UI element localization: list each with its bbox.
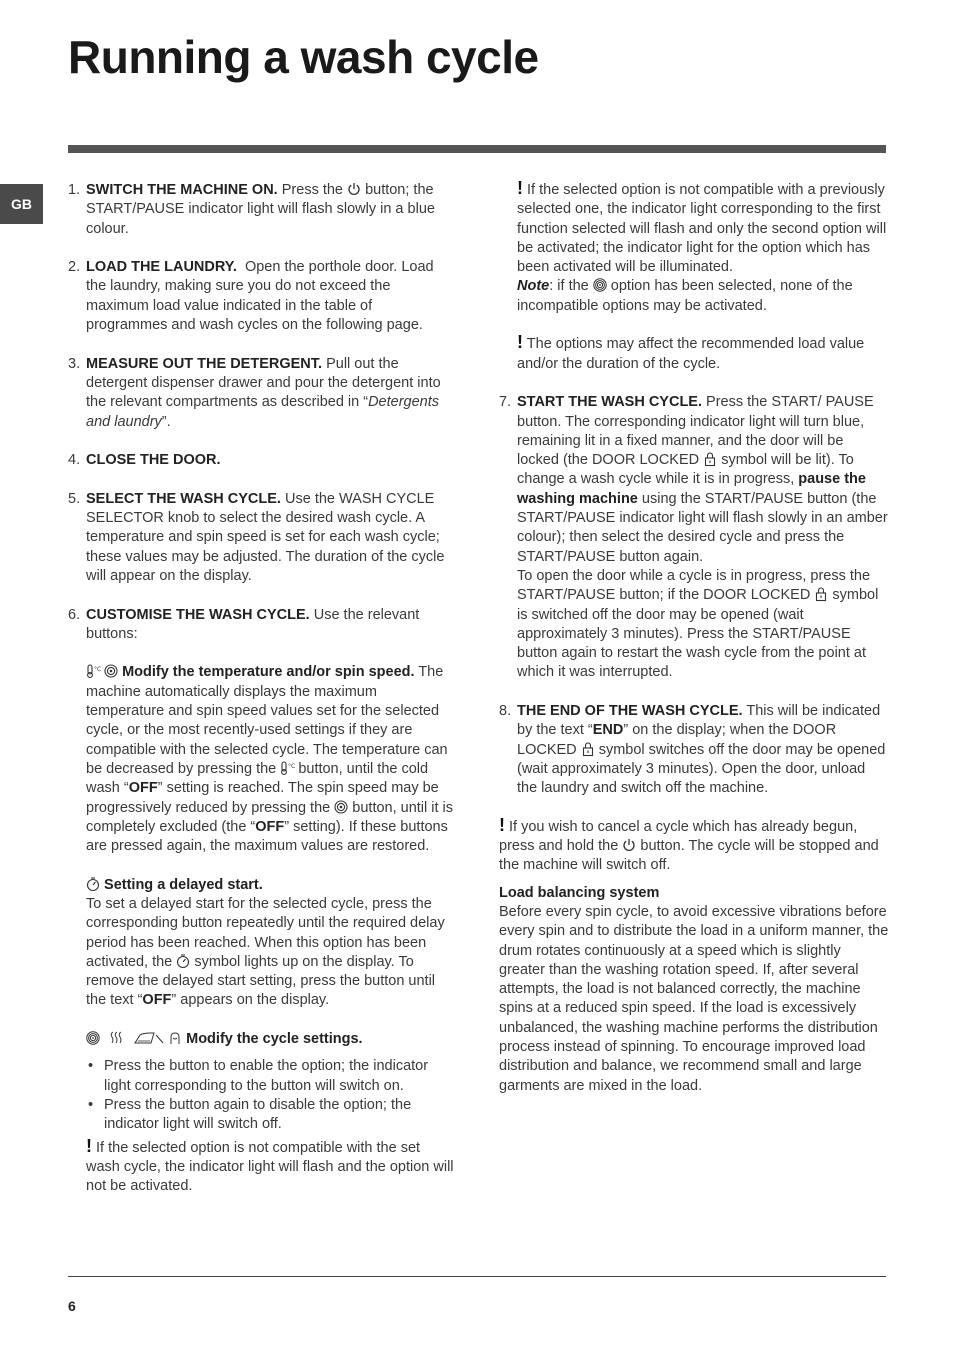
lock-icon [581, 742, 595, 756]
easy-iron-icon [168, 1031, 182, 1045]
compat-warning: ! If the selected option is not compatible with a previously selected one, the indicator light corresponding to the first function selected will flash and only the second option will be activated; the indicator light for the option which has been activated will be illuminated. [517, 178, 887, 276]
options-warning: ! The options may affect the recommended load value and/or the duration of the cycle. [517, 332, 865, 372]
cancel-warning: ! If you wish to cancel a cycle which has already begun, press and hold the button. The cycle will be stopped and the machine will switch off. [499, 814, 879, 874]
super-wash-icon [593, 278, 607, 292]
super-wash-icon [86, 1031, 106, 1045]
iron-icon [134, 1031, 164, 1045]
load-balancing-section: Load balancing system Before every spin cycle, to avoid excessive vibrations before every spin and to distribute the load in a uniform manner, the drum rotates continuously at a speed which is slightly greater than the washing rotation speed. If, after several attempts, the load is not balanced correctly, the machine spins at a reduced spin speed. If the load is excessively unbalanced, the washing machine performs the distribution process instead of spinning. To encourage improved load distribution and balance, we recommend small and large garments are mixed in the load. [499, 884, 889, 1094]
delayed-start-section: Setting a delayed start. To set a delayed start for the selected cycle, press the corresponding button repeatedly until the required delay period has been reached. When this option has been activated, the symbol lights up on the display. To remove the delayed start setting, press the button until the text “OFF” appears on the display. [86, 876, 445, 1009]
right-column [499, 178, 889, 1096]
step-3: 3. MEASURE OUT THE DETERGENT. Pull out the detergent dispenser drawer and pour the detergent into the relevant compartments as described in “Detergents and laundry”. [68, 355, 441, 430]
temperature-icon [280, 761, 294, 775]
spin-icon [334, 800, 348, 814]
step-7: 7. START THE WASH CYCLE. Press the START/ PAUSE button. The corresponding indicator light will turn blue, remaining lit in a fixed manner, and the door will be locked (the DOOR LOCKED symbol will be lit). To change a wash cycle while it is in progress, pause the washing machine using the START/PAUSE button (the START/PAUSE indicator light will flash slowly in an amber colour); then select the desired cycle and press the START/PAUSE button again. To open the door while a cycle is in progress, press the START/PAUSE button; if the DOOR LOCKED symbol is switched off the door may be opened (wait approximately 3 minutes). Press the START/PAUSE button again to restart the wash cycle from the point at which it was interrupted. [499, 394, 888, 681]
step-4: 4. CLOSE THE DOOR. [68, 452, 221, 469]
temperature-icon [86, 664, 100, 678]
svg-text:°C: °C [94, 666, 102, 674]
page-title: Running a wash cycle [68, 31, 539, 83]
step-8: 8. THE END OF THE WASH CYCLE. This will be indicated by the text “END” on the display; when the DOOR LOCKED symbol switches off the door may be opened (wait approximately 3 minutes). Open the door, unload the laundry and switch off the machine. [499, 703, 886, 797]
spin-icon [104, 664, 118, 678]
step-2: 2. LOAD THE LAUNDRY. Open the porthole door. Load the laundry, making sure you do not exceed the maximum load value indicated in the table of programmes and wash cycles on the following page. [68, 259, 434, 334]
language-tab: GB [0, 184, 43, 224]
lock-icon [703, 452, 717, 466]
cycle-settings-warning: ! If the selected option is not compatible with the set wash cycle, the indicator light will flash and the option will not be activated. [86, 1135, 454, 1195]
page-number: 6 [68, 1298, 76, 1314]
delay-timer-icon [86, 877, 100, 891]
power-icon [622, 838, 636, 852]
temp-spin-section: °C Modify the temperature and/or spin speed. The machine automatically displays the maximum temperature and spin speed values set for the selected cycle, or the most recently-used settings if they are compatible with the selected cycle. The temperature can be decreased by pressing the °C button, until the cold wash “OFF” setting is reached. The spin speed may be progressively reduced by pressing the button, until it is completely excluded (the “OFF” setting). If these buttons are pressed again, the maximum values are restored. [86, 664, 454, 855]
step-6: 6. CUSTOMISE THE WASH CYCLE. Use the relevant buttons: [68, 606, 420, 642]
list-item: • Press the button again to disable the option; the indicator light will switch off. [86, 1096, 456, 1135]
step-1: 1. SWITCH THE MACHINE ON. Press the button; the START/PAUSE indicator light will flash slowly in a blue colour. [68, 182, 435, 237]
footer-rule [68, 1276, 886, 1277]
cycle-settings-bullets [86, 1057, 456, 1134]
delay-timer-icon [176, 954, 190, 968]
power-icon [347, 182, 361, 196]
section-heading: Load balancing system [499, 884, 660, 901]
list-item: • Press the button to enable the option; the indicator light corresponding to the button will switch on. [86, 1057, 456, 1096]
step-5: 5. SELECT THE WASH CYCLE. Use the WASH CYCLE SELECTOR knob to select the desired wash cycle. A temperature and spin speed is set for each wash cycle; these values may be adjusted. The duration of the cycle will appear on the display. [68, 490, 445, 584]
svg-text:°C: °C [288, 762, 296, 770]
cycle-settings-section: Modify the cycle settings. [86, 1030, 456, 1049]
note: Note: if the option has been selected, none of the incompatible options may be activated. [517, 278, 853, 314]
header-rule [68, 145, 886, 153]
left-column [68, 181, 456, 1216]
lock-icon [814, 587, 828, 601]
steam-icon [110, 1031, 130, 1045]
